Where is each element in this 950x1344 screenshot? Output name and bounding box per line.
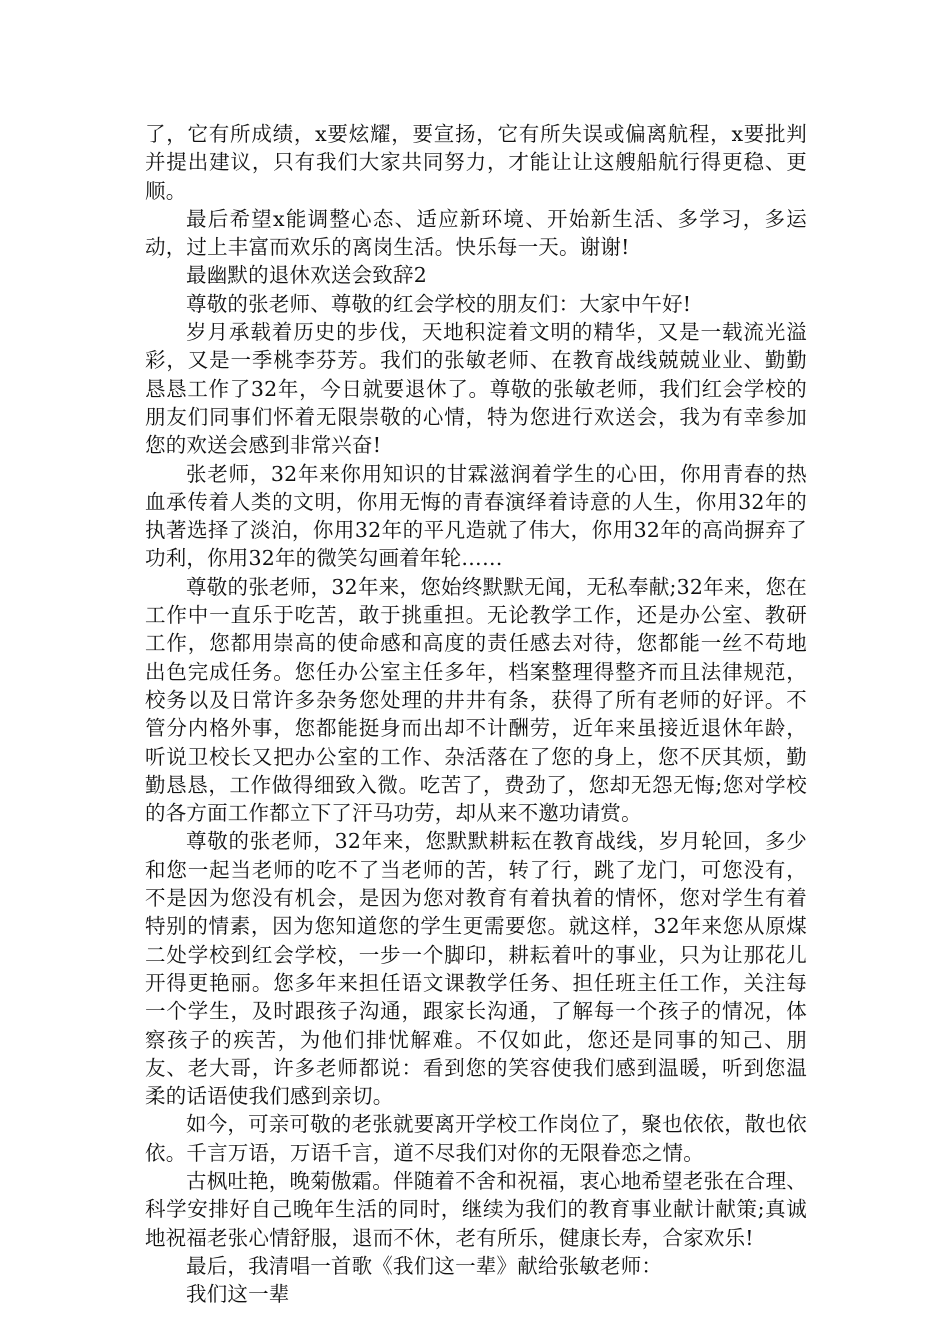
paragraph-intro: 岁月承载着历史的步伐，天地积淀着文明的精华，又是一载流光溢彩，又是一季桃李芬芳。我们的张敏老师、在教育战线兢兢业业、勤勤恳恳工作了32年，今日就要退休了。尊敬的张敏老师，我们红会学校的朋友们同事们怀着无限崇敬的心情，特为您进行欢送会，我为有幸参加您的欢送会感到非常兴奋! <box>145 320 807 458</box>
paragraph-teaching-career: 尊敬的张老师，32年来，您默默耕耘在教育战线，岁月轮回，多少和您一起当老师的吃不了当老师的苦，转了行，跳了龙门，可您没有，不是因为您没有机会，是因为您对教育有着执着的情怀，您对学生有着特别的情素，因为您知道您的学生更需要您。就这样，32年来您从原煤二处学校到红会学校，一步一个脚印，耕耘着叶的事业，只为让那花儿开得更艳丽。您多年来担任语文课教学任务、担任班主任工作，关注每一个学生，及时跟孩子沟通，跟家长沟通，了解每一个孩子的情况，体察孩子的疾苦，为他们排忧解难。不仅如此，您还是同事的知己、朋友、老大哥，许多老师都说：看到您的笑容使我们感到温暖，听到您温柔的话语使我们感到亲切。 <box>145 829 807 1109</box>
paragraph-salutation: 尊敬的张老师、尊敬的红会学校的朋友们：大家中午好! <box>186 291 692 316</box>
paragraph-blessings: 古枫吐艳，晚菊傲霜。伴随着不舍和祝福，衷心地希望老张在合理、科学安排好自己晚年生活的同时，继续为我们的教育事业献计献策;真诚地祝福老张心情舒服，退而不休，老有所乐，健康长寿，合家欢乐! <box>145 1168 807 1250</box>
paragraph-tribute-32-years: 张老师，32年来你用知识的甘霖滋润着学生的心田，你用青春的热血承传着人类的文明，你用无悔的青春演绎着诗意的人生，你用32年的执著选择了淡泊，你用32年的平凡造就了伟大，你用32年的高尚摒弃了功利，你用32年的微笑勾画着年轮…… <box>145 461 807 571</box>
paragraph-farewell: 如今，可亲可敬的老张就要离开学校工作岗位了，聚也依依，散也依依。千言万语，万语千言，道不尽我们对你的无限眷恋之情。 <box>145 1112 807 1165</box>
section-heading: 最幽默的退休欢送会致辞2 <box>186 263 427 288</box>
paragraph-song-intro: 最后，我清唱一首歌《我们这一辈》献给张敏老师： <box>186 1253 663 1278</box>
paragraph-continuation: 了，它有所成绩，x要炫耀，要宣扬，它有所失误或偏离航程，x要批判并提出建议，只有我们大家共同努力，才能让让这艘船航行得更稳、更顺。 <box>145 122 807 203</box>
paragraph-dedication: 尊敬的张老师，32年来，您始终默默无闻，无私奉献;32年来，您在工作中一直乐于吃苦，敢于挑重担。无论教学工作，还是办公室、教研工作，您都用崇高的使命感和高度的责任感去对待，您都能一丝不苟地出色完成任务。您任办公室主任多年，档案整理得整齐而且法律规范，校务以及日常许多杂务您处理的井井有条，获得了所有老师的好评。不管分内格外事，您都能挺身而出却不计酬劳，近年来虽接近退休年龄，听说卫校长又把办公室的工作、杂活落在了您的身上，您不厌其烦，勤勤恳恳，工作做得细致入微。吃苦了，费劲了，您却无怨无悔;您对学校的各方面工作都立下了汗马功劳，却从来不邀功请赏。 <box>145 574 807 826</box>
paragraph-closing-wishes: 最后希望x能调整心态、适应新环境、开始新生活、多学习，多运动，过上丰富而欢乐的离岗生活。快乐每一天。谢谢! <box>145 206 807 260</box>
document-body <box>145 120 807 1308</box>
paragraph-song-title: 我们这一辈 <box>186 1282 290 1307</box>
